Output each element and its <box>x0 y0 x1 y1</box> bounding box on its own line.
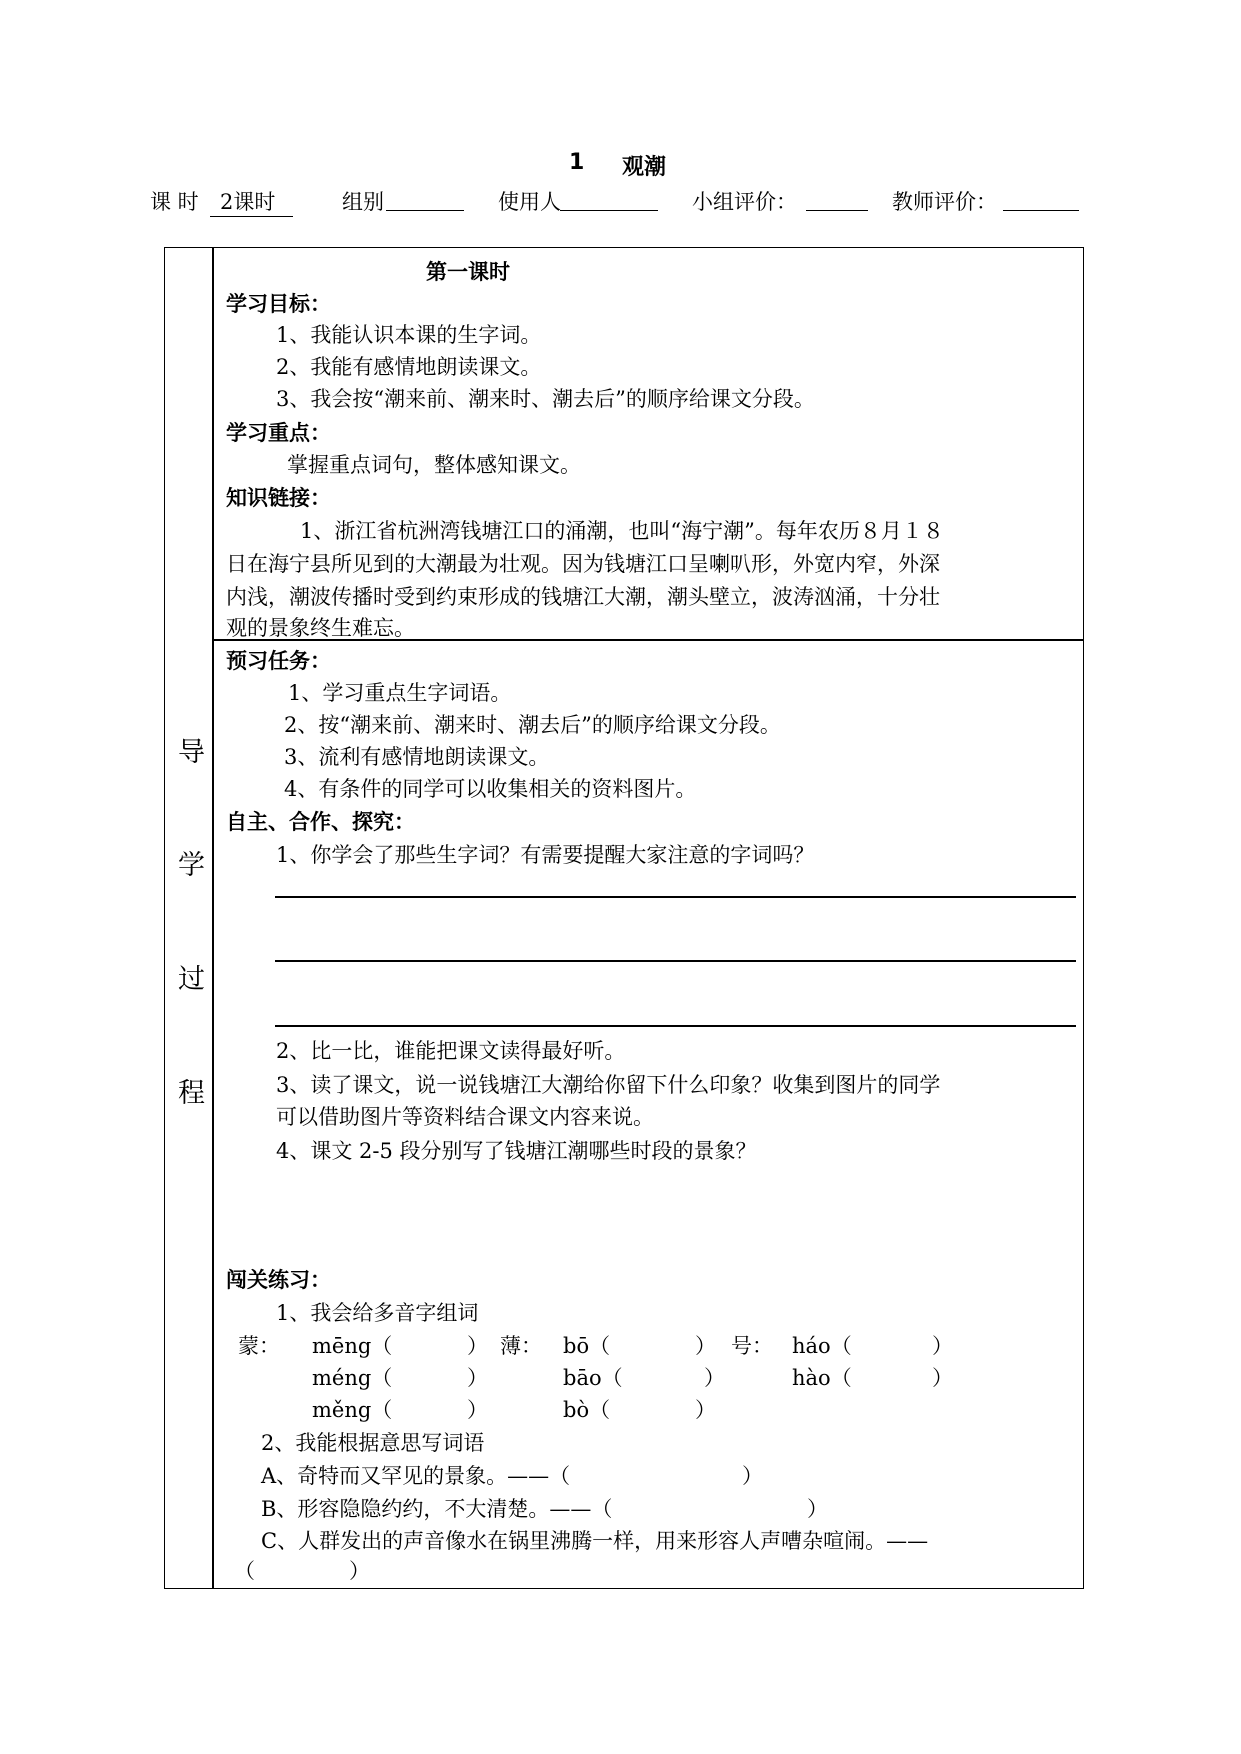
link-title: 知识链接： <box>226 486 331 510</box>
answer-line[interactable] <box>275 1025 1076 1027</box>
blank-close: ） <box>349 1559 370 1583</box>
practice-c: C、人群发出的声音像水在锅里沸腾一样，用来形容人声嘈杂喧闹。—— <box>261 1529 929 1553</box>
page-title: 观潮 <box>622 155 667 180</box>
hao-pinyin: hào（ <box>792 1366 852 1390</box>
teacher-eval-field[interactable] <box>1003 186 1079 211</box>
goal-item: 2、我能有感情地朗读课文。 <box>276 355 542 379</box>
user-label: 使用人 <box>498 190 561 214</box>
side-label-char: 学 <box>178 850 205 881</box>
goal-item: 3、我会按“潮来前、潮来时、潮去后”的顺序给课文分段。 <box>276 387 815 411</box>
practice-b: B、形容隐隐约约，不大清楚。——（ <box>261 1497 613 1521</box>
blank-close: ） <box>467 1398 488 1422</box>
practice-2: 2、我能根据意思写词语 <box>261 1431 485 1455</box>
group-label: 组别 <box>342 190 384 214</box>
question-2: 2、比一比，谁能把课文读得最好听。 <box>276 1039 626 1063</box>
explore-title: 自主、合作、探究： <box>226 810 415 834</box>
side-label-char: 过 <box>178 964 205 995</box>
meng-pinyin: mēng（ <box>312 1334 393 1358</box>
preview-item: 3、流利有感情地朗读课文。 <box>284 745 550 769</box>
meng-char: 蒙： <box>238 1334 280 1358</box>
question-4: 4、课文 2-5 段分别写了钱塘江潮哪些时段的景象？ <box>276 1139 757 1163</box>
question-3-line: 3、读了课文，说一说钱塘江大潮给你留下什么印象？收集到图片的同学 <box>276 1073 941 1097</box>
period-label: 课 时 <box>150 190 199 214</box>
practice-c-blank: （ <box>234 1559 255 1583</box>
lesson-number: 1 <box>569 150 585 175</box>
goals-title: 学习目标： <box>226 292 331 316</box>
user-field[interactable] <box>560 186 658 211</box>
bao-char: 薄： <box>500 1334 542 1358</box>
hao-char: 号： <box>731 1334 773 1358</box>
focus-text: 掌握重点词句，整体感知课文。 <box>287 453 581 477</box>
question-3-line: 可以借助图片等资料结合课文内容来说。 <box>276 1105 654 1129</box>
bao-pinyin: bāo（ <box>563 1366 623 1390</box>
link-text-line: 观的景象终生难忘。 <box>226 616 415 640</box>
lesson-heading: 第一课时 <box>426 260 510 284</box>
side-label-char: 导 <box>178 737 205 768</box>
preview-item: 4、有条件的同学可以收集相关的资料图片。 <box>284 777 697 801</box>
answer-line[interactable] <box>275 896 1076 898</box>
blank-close: ） <box>807 1497 828 1521</box>
group-field[interactable] <box>386 186 464 211</box>
link-text-line: 内浅，潮波传播时受到约束形成的钱塘江大潮，潮头壁立，波涛汹涌，十分壮 <box>226 585 940 609</box>
focus-title: 学习重点： <box>226 421 331 445</box>
link-text-line: 1、浙江省杭洲湾钱塘江口的涌潮，也叫“海宁潮”。每年农历８月１８ <box>300 519 944 543</box>
preview-item: 2、按“潮来前、潮来时、潮去后”的顺序给课文分段。 <box>284 713 781 737</box>
meng-pinyin: měng（ <box>312 1398 393 1422</box>
blank-close: ） <box>467 1334 488 1358</box>
period-value: 2课时 <box>210 186 293 217</box>
practice-a: A、奇特而又罕见的景象。——（ <box>261 1464 571 1488</box>
group-eval-label: 小组评价： <box>692 190 797 214</box>
column-divider <box>212 247 214 1589</box>
bao-pinyin: bō（ <box>563 1334 611 1358</box>
goal-item: 1、我能认识本课的生字词。 <box>276 323 542 347</box>
answer-line[interactable] <box>275 960 1076 962</box>
group-eval-field[interactable] <box>806 186 868 211</box>
blank-close: ） <box>704 1366 725 1390</box>
preview-item: 1、学习重点生字词语。 <box>288 681 512 705</box>
question-1: 1、你学会了那些生字词？有需要提醒大家注意的字词吗？ <box>276 843 815 867</box>
blank-close: ） <box>932 1366 953 1390</box>
link-text-line: 日在海宁县所见到的大潮最为壮观。因为钱塘江口呈喇叭形，外宽内窄，外深 <box>226 552 940 576</box>
side-label-char: 程 <box>178 1078 205 1109</box>
blank-close: ） <box>695 1334 716 1358</box>
blank-close: ） <box>467 1366 488 1390</box>
meng-pinyin: méng（ <box>312 1366 393 1390</box>
blank-close: ） <box>695 1398 716 1422</box>
bao-pinyin: bò（ <box>563 1398 611 1422</box>
blank-close: ） <box>742 1464 763 1488</box>
teacher-eval-label: 教师评价： <box>892 190 997 214</box>
preview-title: 预习任务： <box>226 649 331 673</box>
practice-title: 闯关练习： <box>226 1268 331 1292</box>
hao-pinyin: háo（ <box>792 1334 852 1358</box>
blank-close: ） <box>932 1334 953 1358</box>
practice-1: 1、我会给多音字组词 <box>276 1301 479 1325</box>
